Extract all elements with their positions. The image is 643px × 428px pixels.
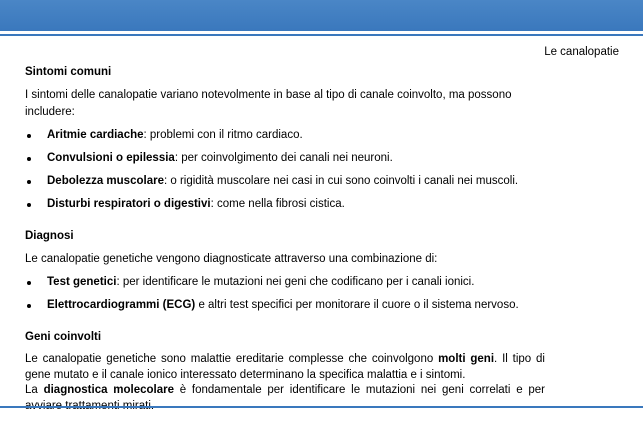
genes-p2-text-c: è fondamentale per identificare le mutazioni nei geni correlati e per [179,384,545,396]
list-item-text: : per coinvolgimento dei canali nei neuroni. [174,152,393,164]
genes-p1-text-a: Le canalopatie genetiche sono malattie ereditarie complesse che coinvolgono [25,353,439,365]
list-item-text: e altri test specifici per monitorare il cuore o il sistema nervoso. [195,299,519,311]
page-header-label: Le canalopatie [544,46,619,58]
symptoms-list [25,127,545,213]
list-item-term: Debolezza muscolare [47,175,164,187]
list-item-term: Disturbi respiratori o digestivi [47,198,211,210]
genes-paragraph-2 [25,383,545,414]
genes-p2-emphasis: diagnostica molecolare [43,384,174,396]
bottom-rule [0,406,643,408]
list-item [25,297,545,314]
genes-p2-text-a: La [25,384,44,396]
genes-p1-emphasis: molti geni [438,353,495,365]
list-item [25,173,545,190]
symptoms-intro: I sintomi delle canalopatie variano notevolmente in base al tipo di canale coinvolto, ma possono includere: [25,89,512,118]
genes-p1-text-c: . Il tipo di gene mutato e il canale ionico interessato determinano la specifica malattia e i sintomi. [25,353,545,381]
list-item-term: Convulsioni o epilessia [47,152,175,164]
list-item-text: : per identificare le mutazioni nei geni che codificano per i canali ionici. [116,276,475,288]
section-heading-genes: Geni coinvolti [25,331,102,343]
list-item-text: : problemi con il ritmo cardiaco. [143,129,303,141]
list-item-text: : come nella fibrosi cistica. [210,198,345,210]
top-banner [0,0,643,31]
list-item-text: : o rigidità muscolare nei casi in cui sono coinvolti i canali nei muscoli. [163,175,519,187]
list-item [25,127,545,144]
section-heading-symptoms: Sintomi comuni [25,66,112,78]
list-item [25,274,545,291]
genes-paragraph-1 [25,352,545,383]
list-item-term: Aritmie cardiache [47,129,144,141]
diagnosis-intro: Le canalopatie genetiche vengono diagnosticate attraverso una combinazione di: [25,253,438,265]
list-item [25,196,545,213]
list-item-term: Elettrocardiogrammi (ECG) [47,299,196,311]
diagnosis-list [25,274,545,314]
section-heading-diagnosis: Diagnosi [25,230,74,242]
list-item [25,150,545,167]
list-item-term: Test genetici [47,276,117,288]
document-body [25,66,545,414]
top-rule [0,34,643,36]
